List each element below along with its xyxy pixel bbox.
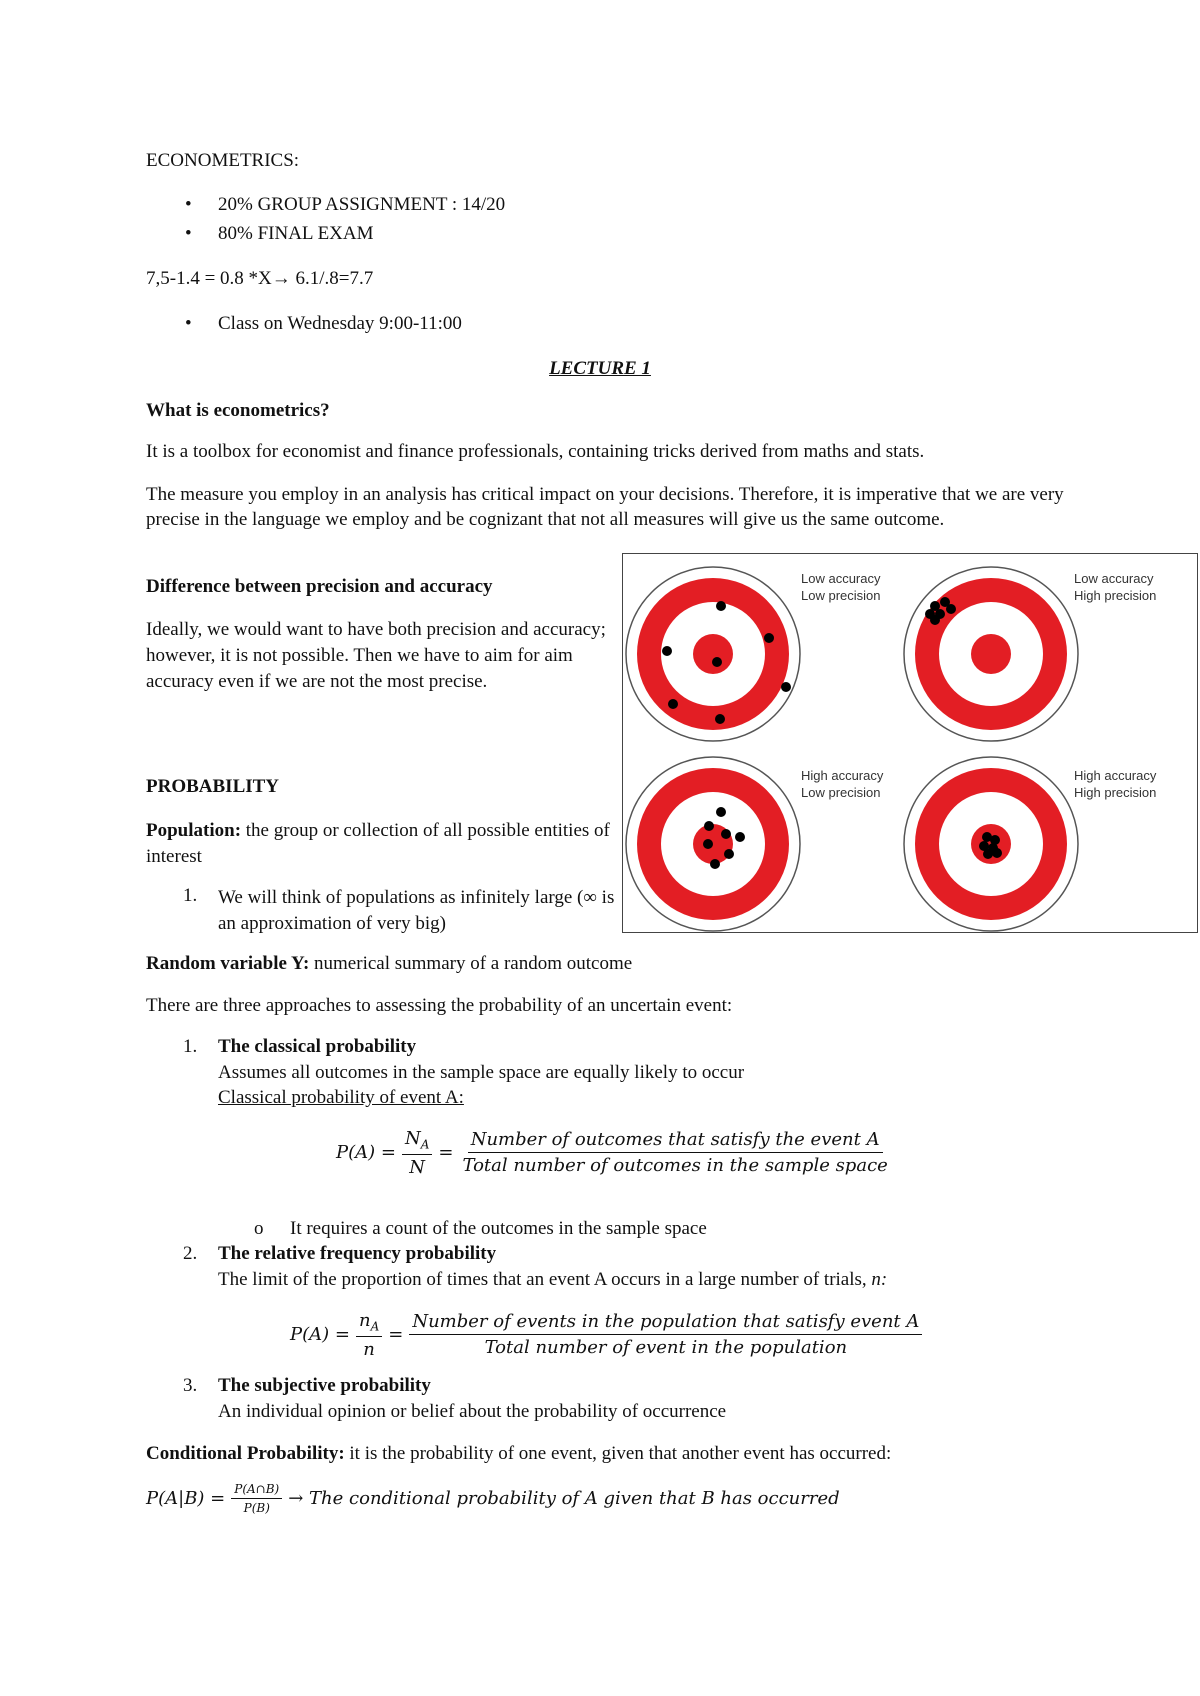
lecture-title: LECTURE 1	[549, 358, 651, 379]
section-heading-precision-accuracy: Difference between precision and accuracy	[146, 576, 493, 597]
label-high-accuracy: High accuracy	[801, 768, 884, 783]
label-low-accuracy: Low accuracy	[1074, 571, 1154, 586]
approach-classical-text: Assumes all outcomes in the sample space are equally likely to occur	[218, 1062, 745, 1083]
list-number: 1.	[183, 885, 198, 906]
approach-classical-title: The classical probability	[218, 1036, 417, 1057]
paragraph-toolbox: It is a toolbox for economist and finance professionals, containing tricks derived from maths and stats.	[146, 441, 925, 462]
list-number: 3.	[183, 1375, 198, 1396]
approach-relative-frequency-text: The limit of the proportion of times that an event A occurs in a large number of trials, n:	[218, 1269, 888, 1290]
population-note: We will think of populations as infinitely large (∞ is an approximation of very big)	[218, 887, 615, 934]
target-high-accuracy-low-precision	[626, 757, 800, 931]
classical-probability-label: Classical probability of event A:	[218, 1087, 464, 1108]
doc-title: ECONOMETRICS:	[146, 150, 300, 171]
bullet-group-assignment: 20% GROUP ASSIGNMENT : 14/20	[218, 194, 506, 215]
label-low-precision: Low precision	[801, 785, 881, 800]
targets-diagram	[623, 554, 1199, 934]
label-high-precision: High precision	[1074, 785, 1157, 800]
approach-subjective-text: An individual opinion or belief about the probability of occurrence	[218, 1401, 727, 1422]
list-number: 1.	[183, 1036, 198, 1057]
bullet-dot: •	[185, 313, 192, 334]
formula-relative-frequency: P(A) = $\frac{n_A}{n}$ = $\frac{\text{Number of events in the population that satisfy event A}}{\text{Total number of event in the population}}$	[290, 1310, 922, 1360]
bullet-class-schedule: Class on Wednesday 9:00-11:00	[218, 313, 462, 334]
bullet-final-exam: 80% FINAL EXAM	[218, 223, 374, 244]
random-variable-definition: Random variable Y: numerical summary of a random outcome	[146, 953, 633, 974]
approaches-intro: There are three approaches to assessing the probability of an uncertain event:	[146, 995, 733, 1016]
list-number: 2.	[183, 1243, 198, 1264]
conditional-probability-definition: Conditional Probability: it is the probability of one event, given that another event has occurred:	[146, 1443, 892, 1464]
sub-bullet-mark: o	[254, 1218, 264, 1239]
section-heading-probability: PROBABILITY	[146, 776, 280, 797]
population-definition: Population: the group or collection of all possible entities of interest	[146, 820, 610, 867]
formula-classical: P(A) = $\frac{N_A}{N}$ = $\frac{\text{Number of outcomes that satisfy the event A}}{\text{Total number of outcomes in the sample space}}$	[336, 1128, 888, 1178]
section-heading-econometrics: What is econometrics?	[146, 400, 330, 421]
classical-note: It requires a count of the outcomes in the sample space	[290, 1218, 707, 1239]
grade-calculation: 7,5-1.4 = 0.8 *X→ 6.1/.8=7.7	[146, 268, 374, 289]
label-high-accuracy: High accuracy	[1074, 768, 1157, 783]
accuracy-precision-figure	[622, 553, 1198, 933]
bullet-dot: •	[185, 223, 192, 244]
target-low-accuracy-low-precision	[626, 567, 800, 741]
formula-conditional: P(A|B) = $\frac{P(A\cap B)}{P(B)}$ → The conditional probability of A given that B has occurred	[146, 1482, 840, 1515]
approach-subjective-title: The subjective probability	[218, 1375, 431, 1396]
approach-relative-frequency-title: The relative frequency probability	[218, 1243, 497, 1264]
target-low-accuracy-high-precision	[904, 567, 1078, 741]
label-low-accuracy: Low accuracy	[801, 571, 881, 586]
target-high-accuracy-high-precision	[904, 757, 1078, 931]
bullet-dot: •	[185, 194, 192, 215]
label-low-precision: Low precision	[801, 588, 881, 603]
label-high-precision: High precision	[1074, 588, 1157, 603]
paragraph-measure: The measure you employ in an analysis has critical impact on your decisions. Therefore, it is imperative that we are very precise in the language we employ and be cognizant that not all measures will give us the same outcome.	[146, 484, 1064, 530]
paragraph-precision-accuracy: Ideally, we would want to have both precision and accuracy; however, it is not possible. Then we have to aim for aim accuracy even if we are not the most precise.	[146, 619, 606, 692]
